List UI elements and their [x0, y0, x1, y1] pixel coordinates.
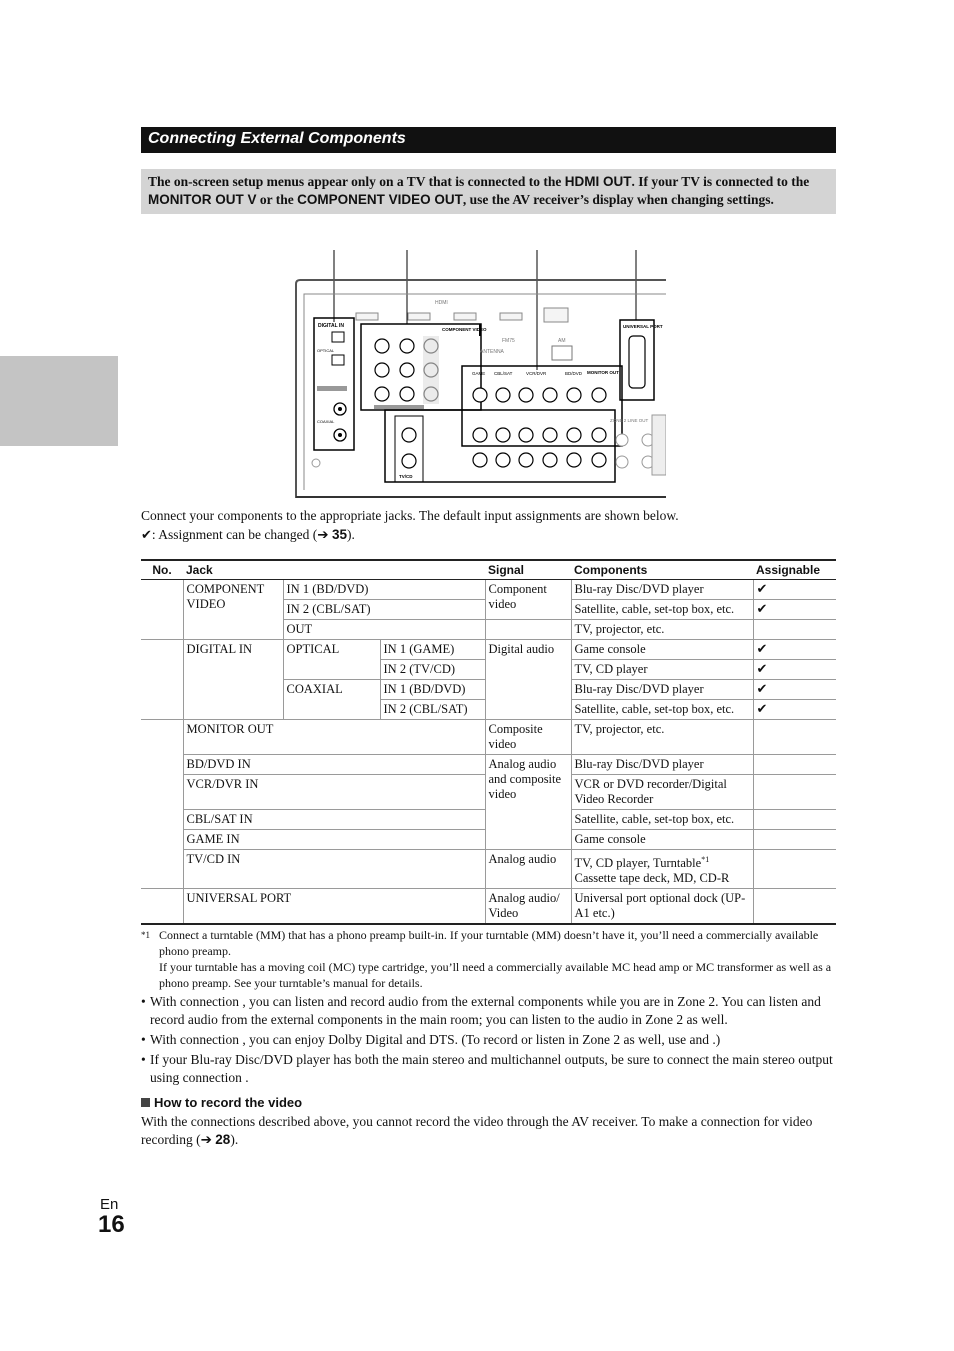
- note-text: or the: [256, 192, 298, 207]
- cell-signal: Analog audio and composite video: [485, 755, 571, 850]
- cell-jack: TV/CD IN: [183, 850, 485, 889]
- cell-component: TV, CD player: [571, 660, 753, 680]
- page-ref: 35: [331, 527, 347, 542]
- cell-component: Universal port optional dock (UP-A1 etc.): [571, 889, 753, 925]
- footnote-ref: *1: [701, 855, 710, 864]
- cell-sub: OUT: [283, 620, 485, 640]
- cell-component: Satellite, cable, set-top box, etc.: [571, 600, 753, 620]
- cell-signal: Digital audio: [485, 640, 571, 720]
- cell-input: IN 2 (TV/CD): [380, 660, 485, 680]
- section-title: Connecting External Components: [148, 130, 406, 147]
- component-text: Cassette tape deck, MD, CD-R: [574, 871, 730, 886]
- arrow-icon: ➔: [200, 1132, 216, 1147]
- arrow-icon: ➔: [317, 527, 332, 542]
- diagram-hdmi-label: HDMI: [435, 300, 448, 306]
- cell-assignable: ✔: [753, 700, 836, 720]
- table-row: [141, 889, 836, 925]
- connection-table: [141, 559, 836, 925]
- table-row: [141, 850, 836, 889]
- table-row: [141, 720, 836, 755]
- cell-input: IN 2 (CBL/SAT): [380, 700, 485, 720]
- checkmark-icon: ✔: [141, 528, 152, 543]
- intro-line-1: Connect your components to the appropriate jacks. The default input assignments are shown below.: [141, 508, 679, 523]
- note-component-out: COMPONENT VIDEO OUT: [297, 192, 463, 207]
- cell-jack: MONITOR OUT: [183, 720, 485, 755]
- howto-text-part: With the connections described above, you cannot record the video through the AV receiver. To make a connection for video recording (: [141, 1114, 813, 1147]
- table-row: [141, 580, 836, 600]
- header-signal: Signal: [485, 560, 571, 580]
- cell-assignable: ✔: [753, 600, 836, 620]
- cell-jack: DIGITAL IN: [183, 640, 283, 720]
- header-jack: Jack: [183, 560, 485, 580]
- cell-assignable: ✔: [753, 640, 836, 660]
- cell-assignable: [753, 775, 836, 810]
- bullet-list: [141, 993, 838, 1089]
- cell-component: Blu-ray Disc/DVD player: [571, 680, 753, 700]
- cell-signal: [485, 620, 571, 640]
- cell-input: IN 1 (GAME): [380, 640, 485, 660]
- cell-no: [141, 640, 183, 720]
- cell-assignable: [753, 755, 836, 775]
- table-header-row: [141, 560, 836, 580]
- diagram-optical-label: OPTICAL: [317, 348, 335, 353]
- footnote: [141, 927, 836, 991]
- intro-text-part: ).: [346, 527, 355, 542]
- table-row: [141, 755, 836, 775]
- cell-assignable: [753, 620, 836, 640]
- cell-component: Satellite, cable, set-top box, etc.: [571, 810, 753, 830]
- cell-component: VCR or DVD recorder/Digital Video Recorder: [571, 775, 753, 810]
- cell-sub: IN 2 (CBL/SAT): [283, 600, 485, 620]
- cell-assignable: [753, 830, 836, 850]
- note-text: The on-screen setup menus appear only on a TV that is connected to the: [148, 174, 565, 189]
- cell-jack: BD/DVD IN: [183, 755, 485, 775]
- rear-panel-diagram: [290, 250, 666, 500]
- cell-assignable: [753, 810, 836, 830]
- diagram-tv-cd-label: TV/CD: [399, 474, 413, 479]
- component-text: TV, CD player, Turntable: [574, 856, 702, 871]
- cell-component: Game console: [571, 830, 753, 850]
- list-item: • With connection , you can listen and record audio from the external components while you are in Zone 2. You can listen and record audio from the external components in the main room; you can listen to the audio in Zone 2 as well.: [141, 993, 838, 1029]
- page-number: 16: [98, 1211, 125, 1238]
- footnote-line-1: Connect a turntable (MM) that has a phono preamp built-in. If your turntable (MM) doesn’t have it, you’ll need a commercially available phono preamp.: [159, 928, 819, 958]
- cell-component: Game console: [571, 640, 753, 660]
- diagram-monitor-out-label: MONITOR OUT: [587, 370, 619, 375]
- list-item: • With connection , you can enjoy Dolby Digital and DTS. (To record or listen in Zone 2 as well, use and .): [141, 1031, 838, 1049]
- cell-component: TV, projector, etc.: [571, 620, 753, 640]
- cell-component: Blu-ray Disc/DVD player: [571, 755, 753, 775]
- side-tab: [0, 356, 118, 446]
- diagram-component-video-label: COMPONENT VIDEO: [442, 327, 487, 332]
- page-ref: 28: [215, 1132, 231, 1147]
- cell-no: [141, 720, 183, 889]
- diagram-coaxial-label: COAXIAL: [317, 419, 335, 424]
- cell-sub: IN 1 (BD/DVD): [283, 580, 485, 600]
- howto-text-part: ).: [230, 1132, 239, 1147]
- list-item: • If your Blu-ray Disc/DVD player has both the main stereo and multichannel outputs, be sure to connect the main stereo output using connection .: [141, 1051, 838, 1087]
- diagram-digital-in-label: DIGITAL IN: [318, 323, 344, 329]
- square-bullet-icon: [141, 1098, 150, 1107]
- cell-signal: Component video: [485, 580, 571, 620]
- cell-component: TV, projector, etc.: [571, 720, 753, 755]
- note-text: . If your TV is connected to the: [631, 174, 810, 189]
- cell-component: Satellite, cable, set-top box, etc.: [571, 700, 753, 720]
- cell-assignable: ✔: [753, 660, 836, 680]
- diagram-zone2-label: ZONE 2 LINE OUT: [610, 418, 649, 423]
- note-monitor-out: MONITOR OUT V: [148, 192, 257, 207]
- note-hdmi-out: HDMI OUT: [564, 174, 632, 189]
- cell-assignable: [753, 889, 836, 925]
- intro-text-part: : Assignment can be changed (: [151, 527, 318, 542]
- cell-jack: UNIVERSAL PORT: [183, 889, 485, 925]
- cell-assignable: ✔: [753, 680, 836, 700]
- intro-text: [141, 506, 841, 545]
- cell-sub: OPTICAL: [283, 640, 380, 680]
- cell-jack: GAME IN: [183, 830, 485, 850]
- cell-jack: VCR/DVR IN: [183, 775, 485, 810]
- diagram-cbl-sat-label: CBL/SAT: [494, 371, 513, 376]
- diagram-antenna-label: ANTENNA: [480, 349, 504, 355]
- footnote-line-2: If your turntable has a moving coil (MC) type cartridge, you’ll need a commercially available MC head amp or MC transformer as well as a phono preamp. See your turntable’s manual for details.: [159, 960, 832, 990]
- diagram-game-label: GAME: [472, 371, 486, 376]
- cell-component: [571, 850, 753, 889]
- howto-heading: [141, 1095, 302, 1110]
- header-components: Components: [571, 560, 753, 580]
- diagram-fm-label: FM75: [502, 338, 515, 344]
- cell-assignable: [753, 850, 836, 889]
- cell-sub: COAXIAL: [283, 680, 380, 720]
- howto-title: How to record the video: [154, 1095, 303, 1110]
- section-title-bar: [141, 127, 836, 153]
- cell-jack: COMPONENT VIDEO: [183, 580, 283, 640]
- footnote-mark: *1: [141, 930, 150, 940]
- cell-jack: CBL/SAT IN: [183, 810, 485, 830]
- diagram-vcr-dvr-label: VCR/DVR: [526, 371, 547, 376]
- intro-line-2: [141, 525, 841, 545]
- cell-input: IN 1 (BD/DVD): [380, 680, 485, 700]
- cell-assignable: ✔: [753, 580, 836, 600]
- diagram-universal-port-label: UNIVERSAL PORT: [623, 324, 663, 329]
- howto-text: [141, 1113, 836, 1149]
- cell-signal: Composite video: [485, 720, 571, 755]
- diagram-bd-dvd-label: BD/DVD: [565, 371, 583, 376]
- table-row: [141, 640, 836, 660]
- cell-component: Blu-ray Disc/DVD player: [571, 580, 753, 600]
- cell-no: [141, 889, 183, 925]
- diagram-am-label: AM: [558, 338, 566, 344]
- header-no: No.: [141, 560, 183, 580]
- header-assignable: Assignable: [753, 560, 836, 580]
- note-box: [141, 169, 836, 214]
- cell-signal: Analog audio: [485, 850, 571, 889]
- language-label: En: [100, 1196, 119, 1213]
- cell-assignable: [753, 720, 836, 755]
- cell-no: [141, 580, 183, 640]
- note-text: , use the AV receiver’s display when changing settings.: [462, 192, 774, 207]
- cell-signal: Analog audio/ Video: [485, 889, 571, 925]
